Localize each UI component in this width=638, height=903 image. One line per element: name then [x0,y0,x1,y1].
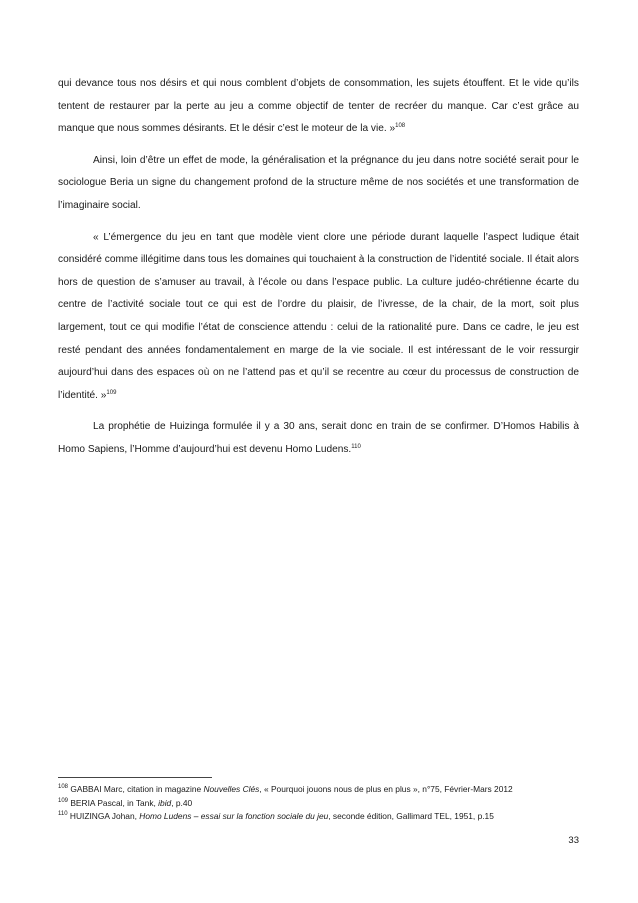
paragraph-text: Ainsi, loin d’être un effet de mode, la généralisation et la prégnance du jeu dans notre société serait pour le sociologue Beria un signe du changement profond de la structure même de nos sociétés et une transformation de l’imaginaire social. [58,154,579,211]
footnote-title: ibid [158,797,172,808]
paragraph-beria [58,150,579,218]
footnote-number: 109 [58,797,69,804]
footnote-separator [58,777,212,778]
paragraph-quote [58,227,579,408]
footnote-title: Homo Ludens – essai sur la fonction sociale du jeu [139,811,329,821]
paragraph-text: « L’émergence du jeu en tant que modèle vient clore une période durant laquelle l’aspect ludique était considéré comme illégitime dans tous les domaines qui touchaient à la construction de l’identité sociale. Il était alors hors de question de s’amuser au travail, à l’école ou dans l’espace public. La culture judéo-chrétienne écarte du centre de l’activité sociale tout ce qui est de l’ordre du plaisir, de l’ivresse, de la chair, de la mort, soit plus largement, tout ce qui modifie l’état de conscience attendu : celui de la rationalité pure. Dans ce cadre, le jeu est resté pendant des années fondamentalement en marge de la vie sociale. Il est intéressant de le voir ressurgir aujourd’hui dans des espaces où on ne l’attend pas et qu’il se recentre au cœur du processus de construction de l’identité. » [58,231,579,401]
footnote-108 [58,783,579,797]
footnote-number: 108 [58,784,69,790]
footnote-text: , « Pourquoi jouons nous de plus en plus », n°75, Février-Mars 2012 [259,784,513,794]
paragraph-huizinga [58,416,579,461]
paragraph-text: La prophétie de Huizinga formulée il y a 30 ans, serait donc en train de se confirmer. D’Homos Habilis à Homo Sapiens, l’Homme d’aujourd’hui est devenu Homo Ludens. [58,421,579,455]
footnote-text: BERIA Pascal, in Tank, [68,797,159,808]
footnote-ref-109[interactable]: 109 [106,389,117,396]
paragraph-continuation [58,73,579,141]
footnotes [58,783,579,824]
footnote-number: 110 [58,811,68,817]
footnote-text: , seconde édition, Gallimard TEL, 1951, p.15 [328,811,494,821]
footnote-title: Nouvelles Clés [203,784,260,794]
footnote-text: HUIZINGA Johan, [67,811,140,821]
paragraph-text: qui devance tous nos désirs et qui nous comblent d’objets de consommation, les sujets étouffent. Et le vide qu’ils tentent de restaurer par la perte au jeu a comme objectif de tenter de recréer du manque. Car c’est grâce au manque que nous sommes désirants. Et le désir c’est le moteur de la vie. » [58,78,579,135]
footnote-110 [58,810,579,824]
body-text [58,73,579,471]
footnote-ref-110[interactable]: 110 [351,443,361,450]
footnote-text: GABBAI Marc, citation in magazine [68,784,204,794]
footnote-ref-108[interactable]: 108 [395,123,406,130]
page-number: 33 [568,835,579,846]
footnote-text: , p.40 [171,797,193,808]
footnote-109 [58,797,579,811]
